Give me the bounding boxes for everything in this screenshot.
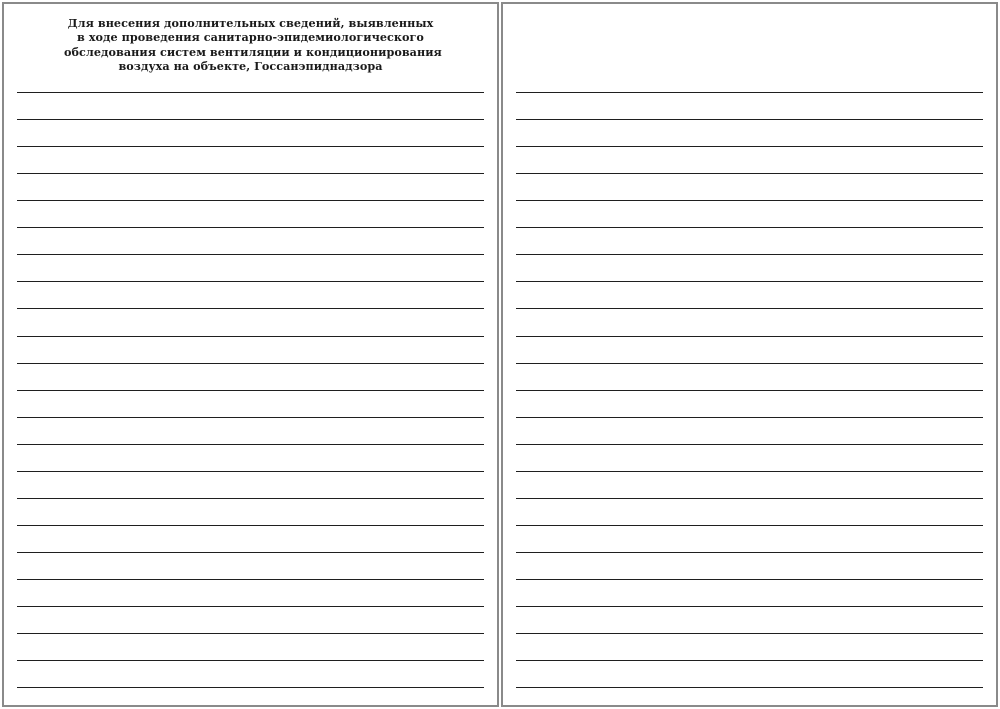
ruled-line: [17, 281, 484, 282]
ruled-line: [17, 552, 484, 553]
ruled-line: [516, 498, 983, 499]
ruled-line: [17, 119, 484, 120]
ruled-line: [516, 92, 983, 93]
ruled-line: [17, 336, 484, 337]
ruled-line: [17, 579, 484, 580]
ruled-line: [17, 308, 484, 309]
heading-line-1: Для внесения дополнительных сведений, выявленных: [67, 16, 434, 30]
left-page: [2, 2, 499, 707]
ruled-line: [17, 687, 484, 688]
ruled-line: [17, 92, 484, 93]
ruled-line: [516, 660, 983, 661]
ruled-line: [516, 336, 983, 337]
ruled-line: [516, 308, 983, 309]
ruled-line: [17, 173, 484, 174]
ruled-line: [516, 687, 983, 688]
ruled-line: [17, 254, 484, 255]
ruled-line: [516, 417, 983, 418]
ruled-line: [17, 417, 484, 418]
ruled-line: [516, 146, 983, 147]
ruled-line: [516, 363, 983, 364]
ruled-line: [17, 200, 484, 201]
right-page: [501, 2, 998, 707]
ruled-line: [17, 444, 484, 445]
ruled-line: [516, 606, 983, 607]
ruled-line: [516, 227, 983, 228]
ruled-line: [516, 525, 983, 526]
ruled-line: [516, 200, 983, 201]
ruled-line: [17, 633, 484, 634]
ruled-line: [516, 633, 983, 634]
ruled-line: [17, 146, 484, 147]
ruled-line: [17, 390, 484, 391]
ruled-lines-right: [516, 4, 983, 705]
ruled-line: [17, 227, 484, 228]
ruled-line: [516, 390, 983, 391]
ruled-lines-left: [17, 4, 484, 705]
heading-line-3: обследования систем вентиляции и кондиционирования: [64, 44, 442, 59]
ruled-line: [516, 254, 983, 255]
ruled-line: [17, 660, 484, 661]
ruled-line: [516, 281, 983, 282]
ruled-line: [17, 606, 484, 607]
ruled-line: [516, 444, 983, 445]
ruled-line: [516, 579, 983, 580]
heading-line-4: воздуха на объекте, Госсанэпиднадзора: [118, 59, 383, 74]
ruled-line: [516, 552, 983, 553]
ruled-line: [17, 471, 484, 472]
ruled-line: [516, 471, 983, 472]
ruled-line: [516, 119, 983, 120]
ruled-line: [17, 525, 484, 526]
heading-line-2: в ходе проведения санитарно-эпидемиологического: [77, 30, 424, 45]
ruled-line: [516, 173, 983, 174]
ruled-line: [17, 363, 484, 364]
ruled-line: [17, 498, 484, 499]
